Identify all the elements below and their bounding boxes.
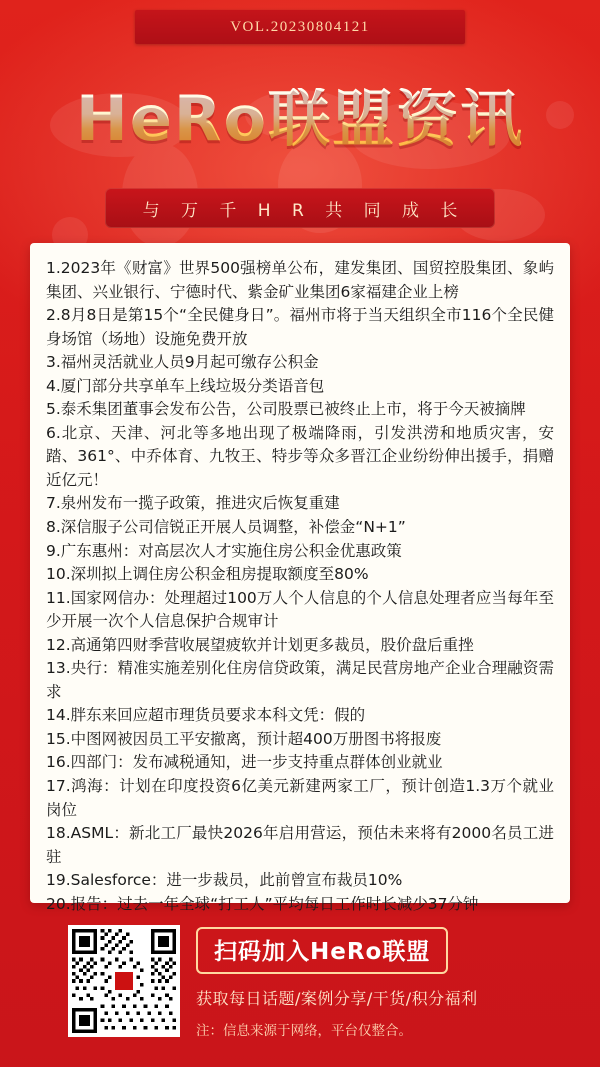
list-item: 14.胖东来回应超市理货员要求本科文凭：假的: [46, 706, 366, 725]
list-item: 4.厦门部分共享单车上线垃圾分类语音包: [46, 376, 325, 395]
list-item: 5.泰禾集团董事会发布公告，公司股票已被终止上市，将于今天被摘牌: [46, 400, 526, 419]
volume-label: VOL.20230804121: [230, 18, 370, 35]
list-item: 2.8月8日是第15个“全民健身日”。福州市将于当天组织全市116个全民健身场馆（场地）设施免费开放: [46, 306, 554, 348]
news-list: [46, 257, 554, 916]
benefits-text: 获取每日话题/案例分享/干货/积分福利: [196, 989, 478, 1008]
list-item: 16.四部门：发布减税通知，进一步支持重点群体创业就业: [46, 753, 443, 772]
list-item: 15.中图网被因员工平安撤离，预计超400万册图书将报废: [46, 729, 442, 748]
news-card: [30, 243, 570, 913]
list-item: 11.国家网信办：处理超过100万人个人信息的个人信息处理者应当每年至少开展一次个人信息保护合规审计: [46, 588, 554, 631]
footer-text-block: [196, 927, 576, 1039]
page-title: HeRo联盟资讯: [0, 88, 600, 150]
list-item: 6.北京、天津、河北等多地出现了极端降雨，引发洪涝和地质灾害，安踏、361°、中乔体育、九牧王、特步等众多晋江企业纷纷伸出援手，捐赠近亿元！: [46, 423, 554, 489]
subtitle-banner: [105, 188, 495, 228]
subtitle-text: 与 万 千 H R 共 同 成 长: [142, 200, 466, 221]
disclaimer-text: 注：信息来源于网络，平台仅整合。: [196, 1023, 412, 1039]
footer: [0, 903, 600, 1067]
list-item: 1.2023年《财富》世界500强榜单公布，建发集团、国贸控股集团、象屿集团、兴业银行、宁德时代、紫金矿业集团6家福建企业上榜: [46, 259, 554, 301]
qr-code-box[interactable]: [68, 925, 180, 1037]
list-item: 7.泉州发布一揽子政策，推进灾后恢复重建: [46, 494, 340, 513]
qr-code-icon: [72, 929, 176, 1033]
list-item: 8.深信服子公司信锐正开展人员调整，补偿金“N+1”: [46, 518, 406, 537]
list-item: 20.报告：过去一年全球“打工人”平均每日工作时长减少37分钟: [46, 894, 479, 913]
cta-title: 扫码加入HeRo联盟: [196, 927, 448, 974]
list-item: 9.广东惠州：对高层次人才实施住房公积金优惠政策: [46, 541, 402, 560]
list-item: 3.福州灵活就业人员9月起可缴存公积金: [46, 353, 319, 372]
list-item: 13.央行：精准实施差别化住房信贷政策，满足民营房地产企业合理融资需求: [46, 659, 554, 701]
title-block: [0, 82, 600, 155]
list-item: 19.Salesforce：进一步裁员，此前曾宣布裁员10%: [46, 871, 403, 890]
list-item: 18.ASML：新北工厂最快2026年启用营运，预估未来将有2000名员工进驻: [46, 824, 554, 866]
list-item: 10.深圳拟上调住房公积金租房提取额度至80%: [46, 565, 369, 584]
volume-banner: [135, 10, 465, 44]
list-item: 17.鸿海：计划在印度投资6亿美元新建两家工厂，预计创造1.3万个就业岗位: [46, 777, 554, 819]
list-item: 12.高通第四财季营收展望疲软并计划更多裁员，股价盘后重挫: [46, 635, 474, 654]
